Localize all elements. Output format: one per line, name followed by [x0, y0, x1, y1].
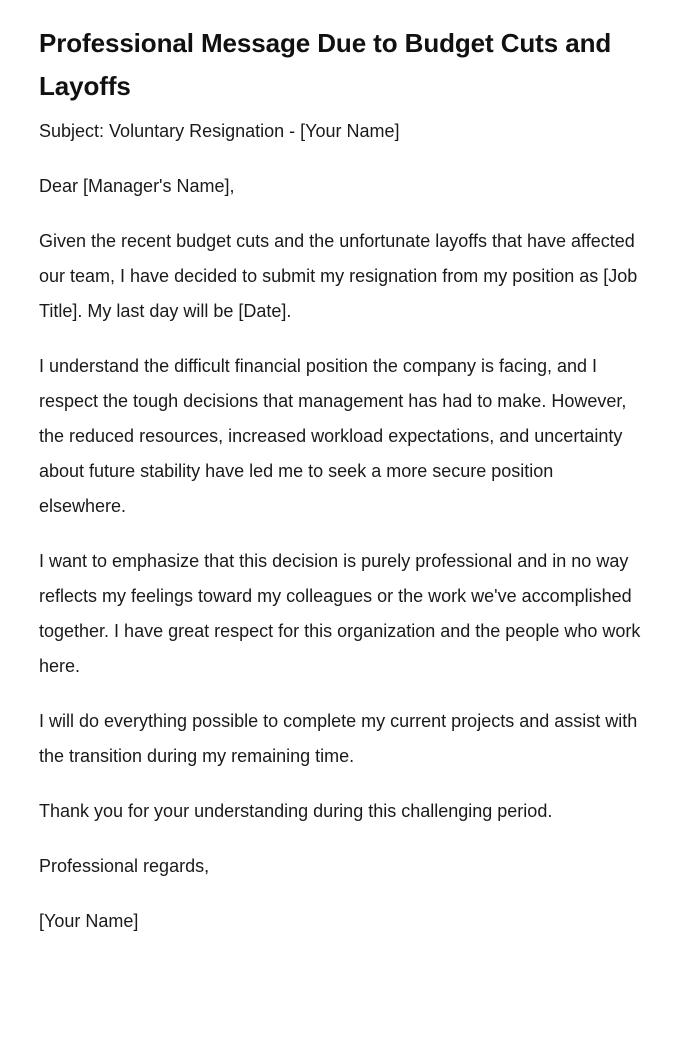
page-title: Professional Message Due to Budget Cuts and Layoffs [39, 28, 612, 101]
letter-paragraph: I will do everything possible to complete my current projects and assist with the transition during my remaining time. [39, 711, 638, 766]
letter-body [39, 108, 642, 939]
subject-line: Subject: Voluntary Resignation - [Your Name] [39, 121, 400, 141]
letter-paragraph: I want to emphasize that this decision is purely professional and in no way reflects my feelings toward my colleagues or the work we've accomplished together. I have great respect for this organization and the people who work here. [39, 551, 641, 676]
closing-line: Professional regards, [39, 856, 210, 876]
signature-line: [Your Name] [39, 911, 139, 931]
letter-paragraph: Thank you for your understanding during this challenging period. [39, 801, 553, 821]
letter-paragraph: Given the recent budget cuts and the unfortunate layoffs that have affected our team, I have decided to submit my resignation from my position as [Job Title]. My last day will be [Date]. [39, 231, 638, 321]
letter-paragraph: I understand the difficult financial position the company is facing, and I respect the tough decisions that management has had to make. However, the reduced resources, increased workload expectations, and uncertainty about future stability have led me to seek a more secure position elsewhere. [39, 356, 627, 516]
salutation: Dear [Manager's Name], [39, 176, 235, 196]
